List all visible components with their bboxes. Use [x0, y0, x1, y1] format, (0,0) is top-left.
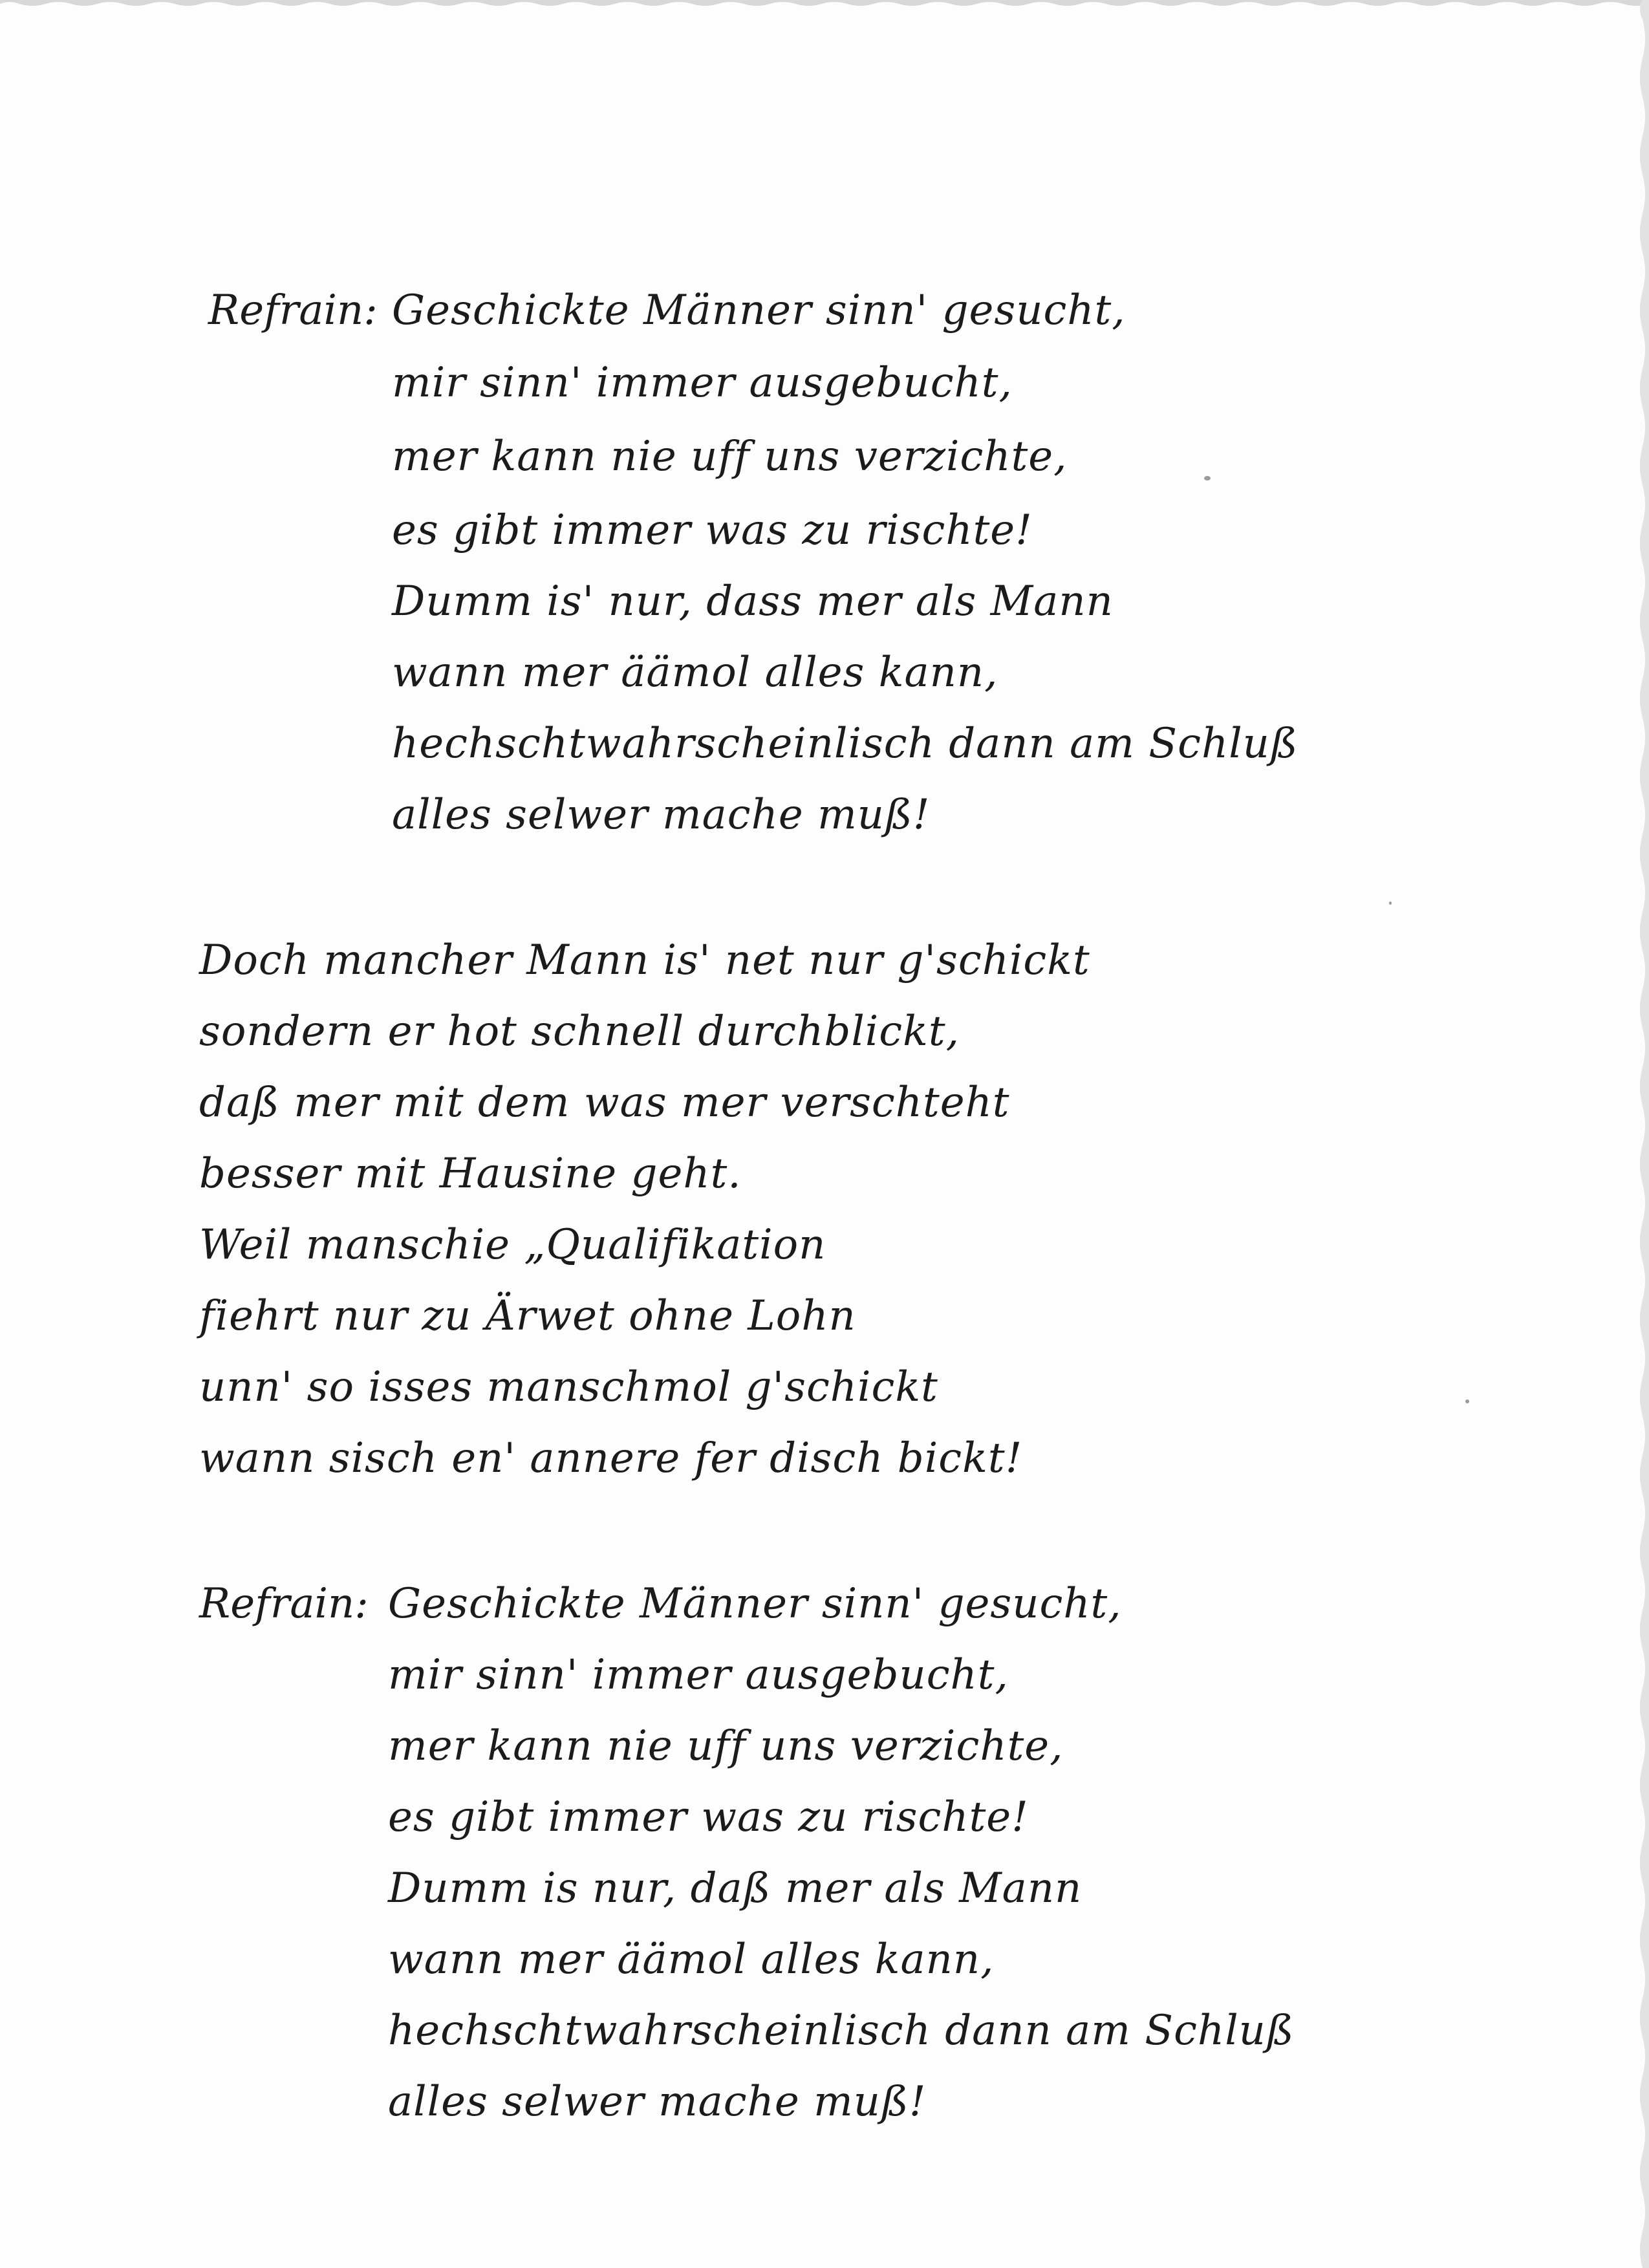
scan-speck	[1465, 1399, 1469, 1403]
lyric-line: fiehrt nur zu Ärwet ohne Lohn	[199, 1292, 856, 1340]
deckled-right-edge	[1635, 0, 1649, 2268]
lyric-line: mer kann nie uff uns verzichte,	[388, 1722, 1064, 1770]
lyric-line: besser mit Hausine geht.	[199, 1150, 742, 1198]
lyric-line: unn' so isses manschmol g'schickt	[199, 1363, 938, 1411]
lyric-line: Geschickte Männer sinn' gesucht,	[392, 286, 1126, 334]
refrain-label: Refrain:	[199, 1580, 369, 1628]
scan-speck	[1389, 902, 1392, 905]
lyric-line: es gibt immer was zu rischte!	[392, 506, 1033, 554]
lyric-line: Doch mancher Mann is' net nur g'schickt	[199, 936, 1090, 984]
lyric-line: alles selwer mache muß!	[388, 2078, 927, 2126]
lyric-line: hechschtwahrscheinlisch dann am Schluß	[388, 2007, 1295, 2055]
lyric-line: es gibt immer was zu rischte!	[388, 1793, 1029, 1841]
lyric-line: mir sinn' immer ausgebucht,	[392, 359, 1013, 407]
lyric-line: wann mer äämol alles kann,	[392, 649, 998, 697]
lyric-line: daß mer mit dem was mer verschteht	[199, 1079, 1010, 1127]
lyric-line: alles selwer mache muß!	[392, 791, 931, 839]
scan-speck	[1204, 476, 1211, 481]
lyric-line: wann mer äämol alles kann,	[388, 1936, 995, 1983]
lyric-line: Dumm is nur, daß mer als Mann	[388, 1864, 1083, 1912]
deckled-top-edge	[0, 0, 1649, 9]
lyric-line: Geschickte Männer sinn' gesucht,	[388, 1580, 1122, 1628]
lyric-line: mir sinn' immer ausgebucht,	[388, 1651, 1009, 1699]
lyric-line: sondern er hot schnell durchblickt,	[199, 1008, 960, 1055]
lyric-line: wann sisch en' annere fer disch bickt!	[199, 1434, 1023, 1482]
lyric-line: Dumm is' nur, dass mer als Mann	[392, 578, 1114, 625]
refrain-label: Refrain:	[208, 286, 378, 334]
lyric-line: hechschtwahrscheinlisch dann am Schluß	[392, 720, 1299, 768]
lyric-line: mer kann nie uff uns verzichte,	[392, 433, 1068, 481]
lyric-line: Weil manschie „Qualifikation	[199, 1221, 826, 1269]
